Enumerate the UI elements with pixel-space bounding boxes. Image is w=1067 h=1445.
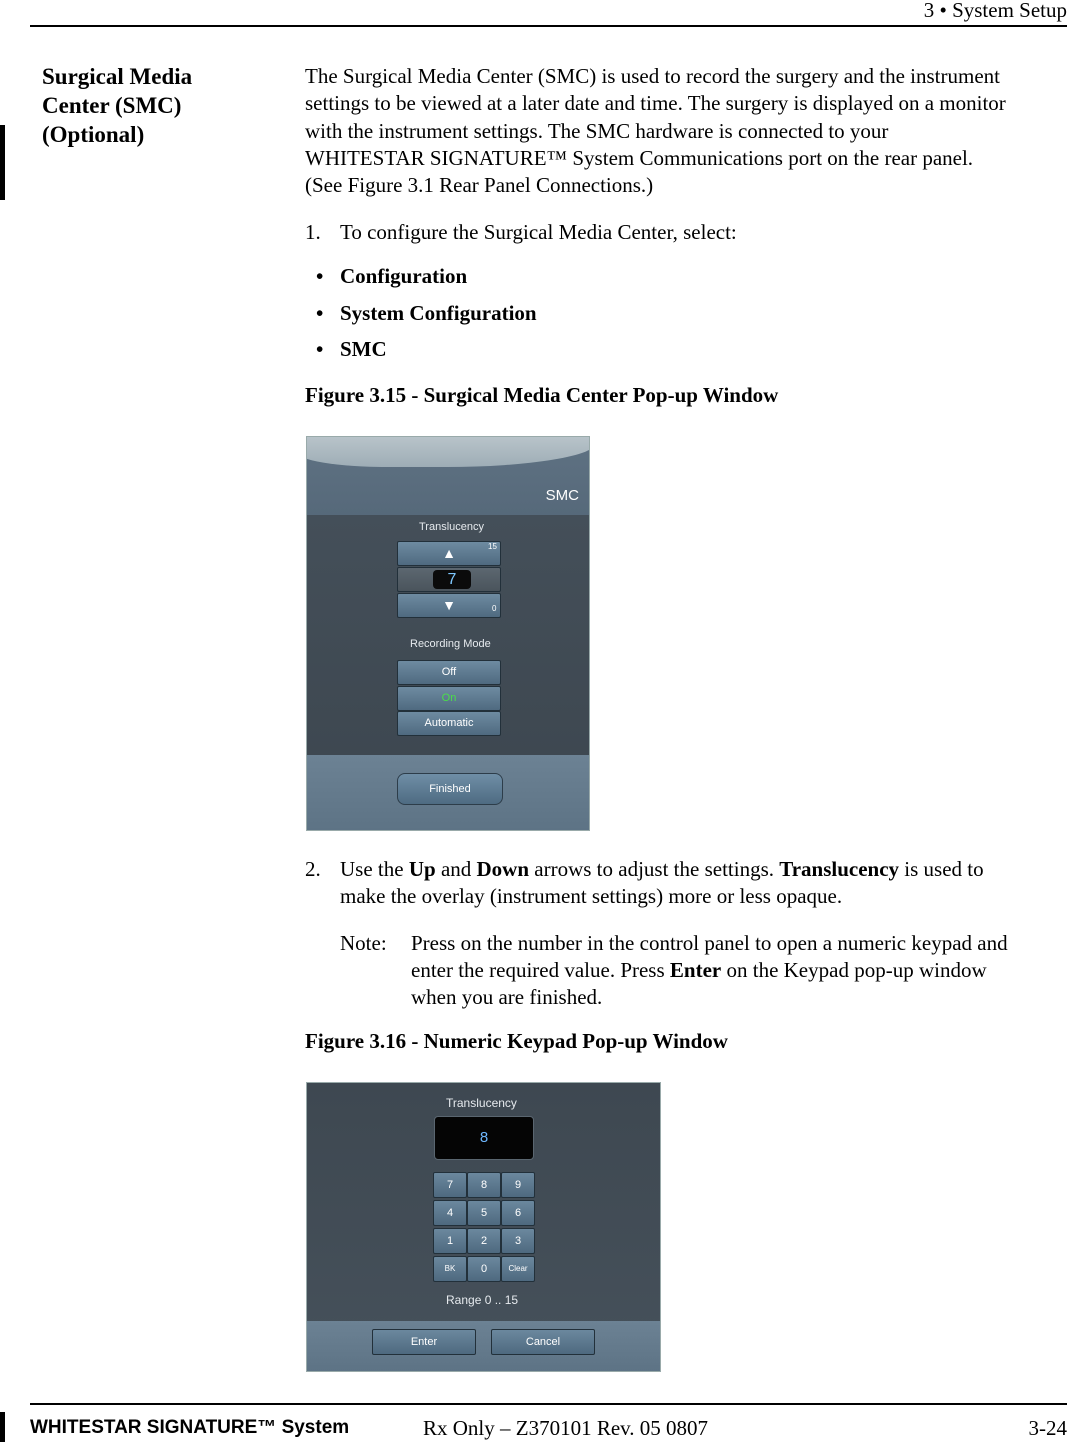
bullet-icon: •: [316, 264, 324, 288]
step-text-line: make the overlay (instrument settings) more or less opaque.: [340, 884, 843, 908]
running-header: 3 • System Setup: [923, 0, 1067, 22]
step-number: 2.: [305, 857, 321, 881]
down-term: Down: [476, 857, 530, 881]
key-4[interactable]: 4: [433, 1200, 467, 1226]
enter-button[interactable]: Enter: [372, 1329, 476, 1355]
up-term: Up: [408, 857, 436, 881]
key-8[interactable]: 8: [467, 1172, 501, 1198]
note-label: Note:: [340, 931, 387, 955]
step-text: To configure the Surgical Media Center, select:: [340, 220, 737, 244]
smc-popup-window: [306, 436, 590, 831]
intro-line: (See Figure 3.1 Rear Panel Connections.): [305, 173, 654, 198]
max-value: 15: [488, 542, 497, 551]
translucency-value[interactable]: 7: [433, 570, 471, 589]
mode-on-button[interactable]: On: [397, 686, 501, 711]
section-heading-line: (Optional): [42, 122, 145, 147]
key-backspace[interactable]: BK: [433, 1256, 467, 1282]
key-6[interactable]: 6: [501, 1200, 535, 1226]
enter-term: Enter: [669, 958, 722, 982]
key-0[interactable]: 0: [467, 1256, 501, 1282]
section-heading-line: Surgical Media: [42, 64, 193, 89]
figure-caption: Figure 3.15 - Surgical Media Center Pop-up Window: [305, 383, 779, 407]
key-1[interactable]: 1: [433, 1228, 467, 1254]
keypad-popup-window: [306, 1082, 661, 1372]
note-line: [411, 957, 1008, 984]
step-text-part: and: [435, 857, 477, 881]
cancel-button[interactable]: Cancel: [491, 1329, 595, 1355]
range-label: Range 0 .. 15: [446, 1293, 519, 1307]
keypad-title: Translucency: [446, 1096, 517, 1110]
footer-document-id: Rx Only – Z370101 Rev. 05 0807: [423, 1416, 709, 1440]
key-5[interactable]: 5: [467, 1200, 501, 1226]
smc-title: SMC: [545, 487, 579, 504]
note-line: Press on the number in the control panel to open a numeric keypad and: [411, 931, 1008, 955]
footer-page-number: 3-24: [1028, 1416, 1067, 1440]
down-arrow-icon: ▼: [442, 597, 456, 613]
note-text-part: on the Keypad pop-up window: [721, 958, 987, 982]
intro-line: WHITESTAR SIGNATURE™ System Communications port on the rear panel.: [305, 145, 974, 170]
change-bar: [0, 1412, 5, 1442]
change-bar: [0, 125, 5, 200]
down-arrow-button[interactable]: [397, 593, 501, 618]
intro-line: with the instrument settings. The SMC hardware is connected to your: [305, 118, 889, 143]
translucency-label: Translucency: [419, 521, 485, 533]
up-arrow-button[interactable]: [397, 541, 501, 566]
bullet-text: Configuration: [340, 264, 468, 288]
min-value: 0: [492, 604, 497, 613]
header-rule: [30, 25, 1067, 27]
smc-title-bar: [307, 437, 589, 515]
bullet-icon: •: [316, 301, 324, 325]
key-3[interactable]: 3: [501, 1228, 535, 1254]
footer-rule: [30, 1403, 1067, 1405]
recording-mode-label: Recording Mode: [410, 638, 491, 650]
mode-automatic-button[interactable]: Automatic: [397, 711, 501, 736]
step-text-part: is used to: [899, 857, 984, 881]
step-text-part: Use the: [340, 857, 409, 881]
key-7[interactable]: 7: [433, 1172, 467, 1198]
bullet-text: SMC: [340, 337, 387, 361]
key-clear[interactable]: Clear: [501, 1256, 535, 1282]
section-heading: [42, 62, 272, 149]
note-text-part: enter the required value. Press: [411, 958, 670, 982]
step-text: [340, 856, 984, 910]
up-arrow-icon: ▲: [442, 545, 456, 561]
note-text: [411, 930, 1008, 1011]
finished-button[interactable]: Finished: [397, 773, 503, 805]
title-bar-wave: [306, 436, 590, 467]
footer-product: WHITESTAR SIGNATURE™ System: [30, 1417, 350, 1438]
translucency-term: Translucency: [779, 857, 900, 881]
bullet-icon: •: [316, 337, 324, 361]
step-number: 1.: [305, 220, 321, 244]
keypad-footer: [307, 1321, 660, 1371]
key-2[interactable]: 2: [467, 1228, 501, 1254]
key-9[interactable]: 9: [501, 1172, 535, 1198]
mode-off-button[interactable]: Off: [397, 660, 501, 685]
bullet-text: System Configuration: [340, 301, 537, 325]
keypad-display: 8: [434, 1116, 534, 1160]
intro-line: settings to be viewed at a later date and time. The surgery is displayed on a monitor: [305, 91, 1006, 116]
note-line: when you are finished.: [411, 985, 603, 1009]
intro-line: The Surgical Media Center (SMC) is used to record the surgery and the instrument: [305, 64, 1000, 88]
intro-paragraph: [305, 63, 1067, 199]
section-heading-line: Center (SMC): [42, 93, 182, 118]
figure-caption: Figure 3.16 - Numeric Keypad Pop-up Window: [305, 1029, 728, 1053]
step-text-part: arrows to adjust the settings.: [529, 857, 780, 881]
